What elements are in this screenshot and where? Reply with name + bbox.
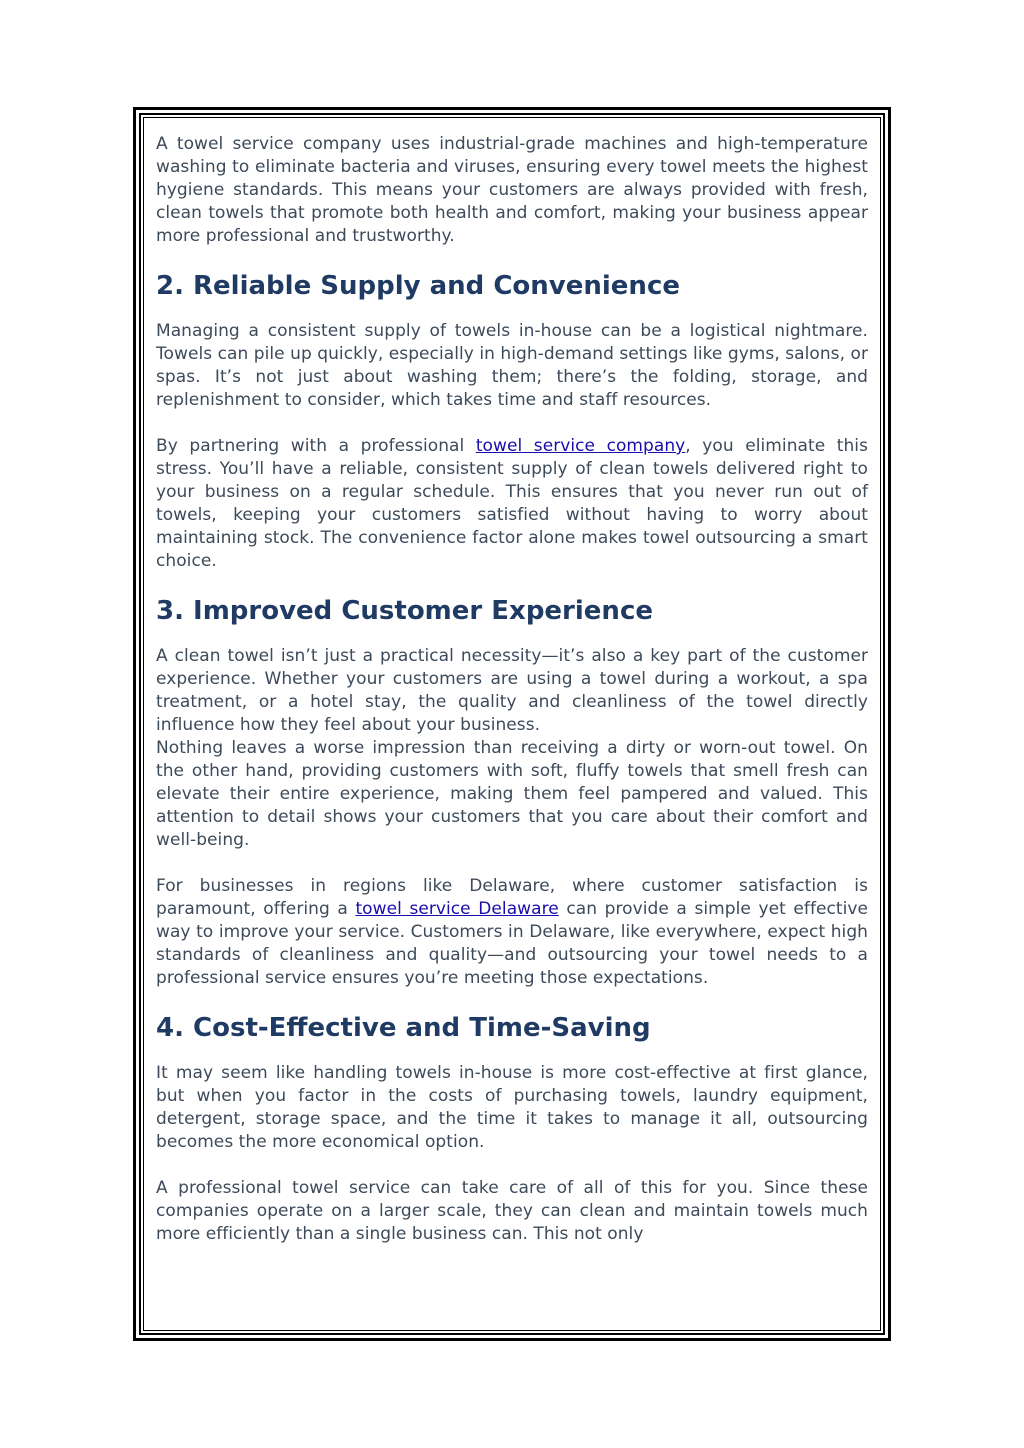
customer-experience-paragraph-1: A clean towel isn’t just a practical necessity—it’s also a key part of the customer experience. Whether your customers are using a towel during a workout, a spa treatment, or a hotel stay, the quality and cleanliness of the towel directly influence how they feel about your business. (156, 646, 868, 735)
towel-service-delaware-link[interactable]: towel service Delaware (355, 899, 559, 919)
section-heading-cost-effective: 4. Cost-Effective and Time-Saving (156, 1013, 651, 1043)
towel-service-company-link[interactable]: towel service company (475, 436, 686, 456)
customer-experience-paragraph-3 (156, 875, 868, 990)
page-content (143, 117, 881, 1331)
customer-experience-paragraph-2: Nothing leaves a worse impression than receiving a dirty or worn-out towel. On the other hand, providing customers with soft, fluffy towels that smell fresh can elevate their entire experience, making them feel pampered and valued. This attention to detail shows your customers that you care about their comfort and well-being. (156, 738, 868, 850)
text-segment: For businesses in regions like Delaware, where customer satisfaction is paramount, offering a (156, 876, 868, 919)
cost-effective-paragraph-2: A professional towel service can take care of all of this for you. Since these companies operate on a larger scale, they can clean and maintain towels much more efficiently than a single business can. This not only (156, 1178, 868, 1244)
reliable-supply-paragraph-2 (156, 435, 868, 573)
section-heading-reliable-supply: 2. Reliable Supply and Convenience (156, 271, 680, 301)
intro-paragraph: A towel service company uses industrial-grade machines and high-temperature washing to eliminate bacteria and viruses, ensuring every towel meets the highest hygiene standards. This means your customers are always provided with fresh, clean towels that promote both health and comfort, making your business appear more professional and trustworthy. (156, 134, 868, 246)
text-segment: can provide a simple yet effective way to improve your service. Customers in Delaware, like everywhere, expect high standards of cleanliness and quality—and outsourcing your towel needs to a professional service ensures you’re meeting those expectations. (156, 899, 869, 988)
reliable-supply-paragraph-1: Managing a consistent supply of towels in-house can be a logistical nightmare. Towels can pile up quickly, especially in high-demand settings like gyms, salons, or spas. It’s not just about washing them; there’s the folding, storage, and replenishment to consider, which takes time and staff resources. (156, 321, 868, 410)
cost-effective-paragraph-1: It may seem like handling towels in-house is more cost-effective at first glance, but when you factor in the costs of purchasing towels, laundry equipment, detergent, storage space, and the time it takes to manage it all, outsourcing becomes the more economical option. (156, 1063, 868, 1152)
page-border (133, 107, 891, 1341)
section-heading-customer-experience: 3. Improved Customer Experience (156, 596, 653, 626)
page-border-middle (139, 113, 885, 1335)
text-segment: , you eliminate this stress. You’ll have a reliable, consistent supply of clean towels delivered right to your business on a regular schedule. This ensures that you never run out of towels, keeping your customers satisfied without having to worry about maintaining stock. The convenience factor alone makes towel outsourcing a smart choice. (156, 436, 868, 571)
text-segment: By partnering with a professional (156, 436, 476, 456)
